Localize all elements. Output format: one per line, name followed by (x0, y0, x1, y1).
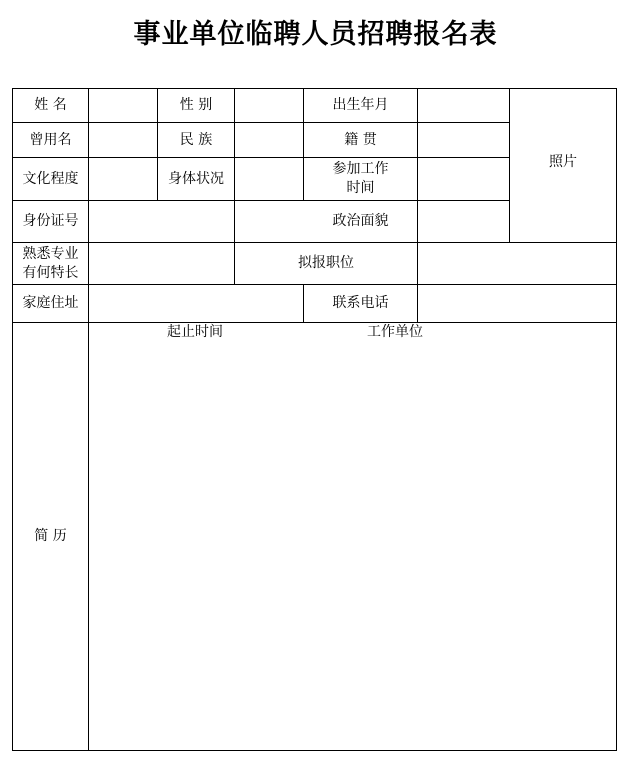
health-label: 身体状况 (168, 170, 224, 187)
native-place-field[interactable] (418, 123, 509, 157)
phone-field[interactable] (418, 285, 616, 322)
position-label: 拟报职位 (298, 255, 354, 271)
phone-label: 联系电话 (332, 295, 389, 311)
table-border-bottom (12, 750, 617, 751)
resume-field[interactable] (89, 323, 616, 750)
education-label: 文化程度 (22, 170, 79, 187)
ethnicity-label: 民 族 (179, 131, 213, 148)
former-name-label: 曾用名 (29, 131, 72, 148)
birth-date-field[interactable] (418, 89, 509, 122)
work-start-label: 参加工作 时间 (332, 161, 389, 196)
birth-date-label: 出生年月 (332, 97, 389, 113)
resume-period-header: 起止时间 (167, 324, 223, 340)
resume-employer-header: 工作单位 (367, 324, 423, 340)
resume-label: 简 历 (34, 528, 67, 544)
photo-label: 照片 (549, 154, 577, 170)
gender-label: 性 别 (179, 97, 213, 113)
address-label: 家庭住址 (22, 295, 79, 311)
health-field[interactable] (235, 158, 303, 200)
name-field[interactable] (89, 89, 157, 122)
id-number-field[interactable] (89, 201, 303, 242)
political-status-label: 政治面貌 (332, 213, 389, 229)
position-field[interactable] (418, 243, 616, 284)
political-status-field[interactable] (418, 201, 509, 242)
ethnicity-field[interactable] (235, 123, 303, 157)
expertise-label: 熟悉专业 有何特长 (22, 245, 79, 281)
education-field[interactable] (89, 158, 157, 200)
expertise-field[interactable] (89, 243, 234, 284)
address-field[interactable] (89, 285, 303, 322)
gender-field[interactable] (235, 89, 303, 122)
table-border-right (616, 88, 617, 751)
photo-box[interactable] (510, 89, 616, 242)
former-name-field[interactable] (89, 123, 157, 157)
native-place-label: 籍 贯 (344, 131, 377, 148)
id-number-label: 身份证号 (22, 213, 79, 229)
name-label: 姓 名 (34, 97, 67, 113)
work-start-field[interactable] (418, 158, 509, 200)
page-title: 事业单位临聘人员招聘报名表 (133, 19, 498, 50)
